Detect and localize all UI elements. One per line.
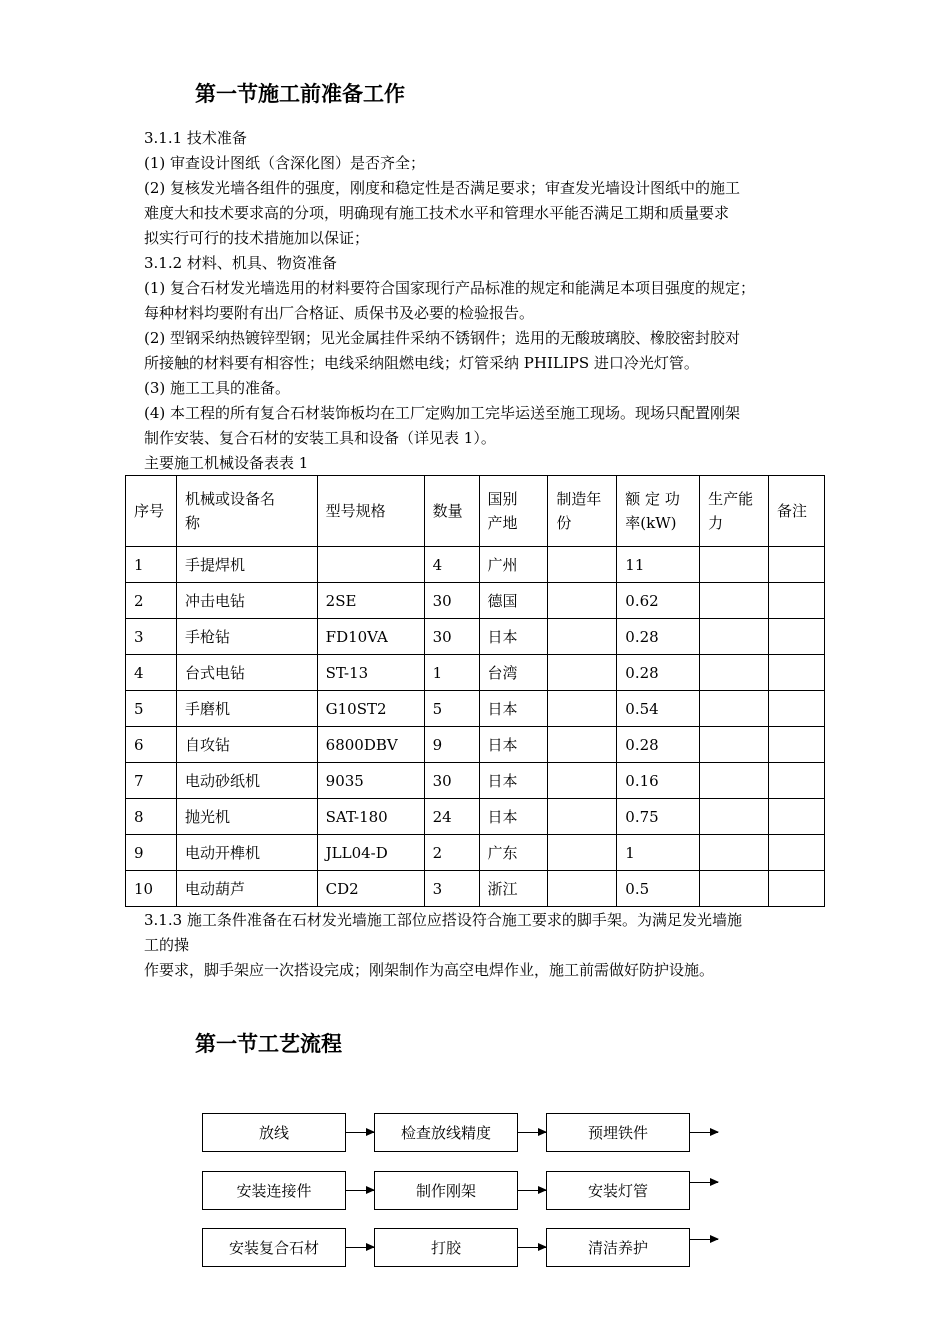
table-cell: [548, 763, 617, 799]
text-line: (1) 审查设计图纸（含深化图）是否齐全；: [144, 154, 426, 172]
table-cell: 0.28: [617, 619, 700, 655]
text-line: 每种材料均要附有出厂合格证、质保书及必要的检验报告。: [144, 304, 535, 322]
table-cell: 广东: [479, 835, 548, 871]
table-row: [126, 619, 825, 655]
table-cell: ST-13: [317, 655, 424, 691]
table-cell: [548, 619, 617, 655]
table-cell: 手枪钻: [176, 619, 317, 655]
table-cell: 30: [424, 583, 479, 619]
table-cell: 11: [617, 547, 700, 583]
flow-step-box: 安装复合石材: [202, 1228, 346, 1267]
table-cell: [700, 871, 769, 907]
table-cell: 9: [424, 727, 479, 763]
table-cell: [769, 547, 825, 583]
text-line: (3) 施工工具的准备。: [144, 379, 291, 397]
table-cell: 5: [424, 691, 479, 727]
table-cell: [548, 727, 617, 763]
table-cell: 7: [126, 763, 177, 799]
text-line: 3.1.3 施工条件准备在石材发光墙施工部位应搭设符合施工要求的脚手架。为满足发光墙施: [144, 911, 742, 929]
text-line: 制作安装、复合石材的安装工具和设备（详见表 1）。: [144, 429, 496, 447]
table-cell: 24: [424, 799, 479, 835]
table-cell: [548, 547, 617, 583]
table-cell: 9: [126, 835, 177, 871]
table-cell: [700, 835, 769, 871]
flow-step-box: 放线: [202, 1113, 346, 1152]
table-cell: 6800DBV: [317, 727, 424, 763]
table-cell: 3: [126, 619, 177, 655]
table-cell: [769, 619, 825, 655]
flow-arrow: [346, 1190, 374, 1191]
table-cell: [548, 799, 617, 835]
flow-arrow: [690, 1239, 718, 1240]
text-line: 难度大和技术要求高的分项，明确现有施工技术水平和管理水平能否满足工期和质量要求: [144, 204, 730, 222]
table-cell: SAT-180: [317, 799, 424, 835]
text-line: (2) 复核发光墙各组件的强度，刚度和稳定性是否满足要求；审查发光墙设计图纸中的施工: [144, 179, 741, 197]
table-row: [126, 799, 825, 835]
table-cell: [548, 655, 617, 691]
table-cell: 电动开榫机: [176, 835, 317, 871]
table-cell: [700, 799, 769, 835]
table-row: [126, 583, 825, 619]
table-cell: 0.28: [617, 655, 700, 691]
flow-step-box: 清洁养护: [546, 1228, 690, 1267]
header-cell: 生产能力: [700, 476, 769, 547]
table-cell: [769, 583, 825, 619]
table-cell: [769, 691, 825, 727]
text-line: 拟实行可行的技术措施加以保证；: [144, 229, 370, 247]
table-cell: 0.62: [617, 583, 700, 619]
flow-arrow: [690, 1132, 718, 1133]
table-cell: JLL04-D: [317, 835, 424, 871]
table-cell: [700, 691, 769, 727]
table-cell: [769, 655, 825, 691]
flow-arrow: [518, 1247, 546, 1248]
table-cell: 手磨机: [176, 691, 317, 727]
table-cell: [548, 871, 617, 907]
table-cell: [769, 727, 825, 763]
table-cell: [548, 691, 617, 727]
table-cell: 日本: [479, 691, 548, 727]
table-cell: 电动葫芦: [176, 871, 317, 907]
table-cell: 1: [126, 547, 177, 583]
flow-arrow: [690, 1182, 718, 1183]
table-cell: 日本: [479, 619, 548, 655]
table-cell: 台湾: [479, 655, 548, 691]
table-cell: 浙江: [479, 871, 548, 907]
table-cell: [700, 547, 769, 583]
table-cell: [700, 763, 769, 799]
table-cell: 抛光机: [176, 799, 317, 835]
table-cell: 手提焊机: [176, 547, 317, 583]
table-cell: 1: [617, 835, 700, 871]
table-cell: 4: [126, 655, 177, 691]
table-cell: 台式电钻: [176, 655, 317, 691]
text-line: 作要求，脚手架应一次搭设完成；刚架制作为高空电焊作业，施工前需做好防护设施。: [144, 961, 715, 979]
table-cell: 10: [126, 871, 177, 907]
table-row: [126, 835, 825, 871]
header-cell: 额 定 功率(kW): [617, 476, 700, 547]
table-cell: [548, 835, 617, 871]
flow-arrow: [518, 1132, 546, 1133]
header-cell: 国别产地: [479, 476, 548, 547]
flow-step-box: 打胶: [374, 1228, 518, 1267]
table-cell: 日本: [479, 763, 548, 799]
text-line: 工的操: [144, 936, 190, 954]
flow-step-box: 安装灯管: [546, 1171, 690, 1210]
header-cell: 序号: [126, 476, 177, 547]
table-cell: 广州: [479, 547, 548, 583]
table-cell: 0.54: [617, 691, 700, 727]
table-cell: 0.28: [617, 727, 700, 763]
table-header-row: [126, 476, 825, 547]
table-cell: 2: [126, 583, 177, 619]
text-line: 3.1.1 技术准备: [144, 129, 247, 147]
table-cell: 0.16: [617, 763, 700, 799]
table-cell: 冲击电钻: [176, 583, 317, 619]
table-cell: 3: [424, 871, 479, 907]
table-cell: 8: [126, 799, 177, 835]
flow-step-box: 预埋铁件: [546, 1113, 690, 1152]
table-cell: CD2: [317, 871, 424, 907]
table-cell: [700, 583, 769, 619]
table-cell: 电动砂纸机: [176, 763, 317, 799]
table-row: [126, 727, 825, 763]
text-line: (2) 型钢采纳热镀锌型钢；见光金属挂件采纳不锈钢件；选用的无酸玻璃胶、橡胶密封胶对: [144, 329, 741, 347]
flow-step-box: 制作刚架: [374, 1171, 518, 1210]
site-condition-text: [144, 908, 834, 983]
table-row: [126, 547, 825, 583]
table-cell: 0.5: [617, 871, 700, 907]
table-cell: 30: [424, 619, 479, 655]
table-cell: 2: [424, 835, 479, 871]
table-cell: [769, 799, 825, 835]
table-cell: 日本: [479, 799, 548, 835]
table-cell: [769, 835, 825, 871]
table-row: [126, 655, 825, 691]
table-cell: 1: [424, 655, 479, 691]
header-cell: 备注: [769, 476, 825, 547]
section-title-preparation: 第一节施工前准备工作: [195, 82, 405, 106]
table-cell: 5: [126, 691, 177, 727]
table-cell: [700, 727, 769, 763]
table-cell: [769, 871, 825, 907]
table-cell: [700, 655, 769, 691]
text-line: 所接触的材料要有相容性；电线采纳阻燃电线；灯管采纳 PHILIPS 进口冷光灯管。: [144, 354, 699, 372]
table-cell: 6: [126, 727, 177, 763]
flow-arrow: [518, 1190, 546, 1191]
table-cell: [317, 547, 424, 583]
table-row: [126, 871, 825, 907]
table-cell: 0.75: [617, 799, 700, 835]
table-cell: 日本: [479, 727, 548, 763]
table-cell: 9035: [317, 763, 424, 799]
table-cell: [769, 763, 825, 799]
header-cell: 数量: [424, 476, 479, 547]
flow-arrow: [346, 1132, 374, 1133]
table-caption: 主要施工机械设备表表 1: [144, 454, 309, 472]
table-cell: 德国: [479, 583, 548, 619]
table-cell: 30: [424, 763, 479, 799]
table-cell: [700, 619, 769, 655]
section-title-process-flow: 第一节工艺流程: [195, 1032, 342, 1056]
table-cell: 2SE: [317, 583, 424, 619]
header-cell: 机械或设备名称: [176, 476, 317, 547]
table-cell: [548, 583, 617, 619]
header-cell: 型号规格: [317, 476, 424, 547]
table-row: [126, 763, 825, 799]
table-row: [126, 691, 825, 727]
text-line: 3.1.2 材料、机具、物资准备: [144, 254, 337, 272]
equipment-table: [125, 475, 825, 907]
flow-step-box: 安装连接件: [202, 1171, 346, 1210]
table-cell: 自攻钻: [176, 727, 317, 763]
header-cell: 制造年份: [548, 476, 617, 547]
text-line: (4) 本工程的所有复合石材装饰板均在工厂定购加工完毕运送至施工现场。现场只配置刚架: [144, 404, 741, 422]
flow-step-box: 检查放线精度: [374, 1113, 518, 1152]
text-line: (1) 复合石材发光墙选用的材料要符合国家现行产品标准的规定和能满足本项目强度的规定；: [144, 279, 756, 297]
table-cell: G10ST2: [317, 691, 424, 727]
table-cell: 4: [424, 547, 479, 583]
preparation-text: [144, 126, 834, 476]
table-cell: FD10VA: [317, 619, 424, 655]
flow-arrow: [346, 1247, 374, 1248]
